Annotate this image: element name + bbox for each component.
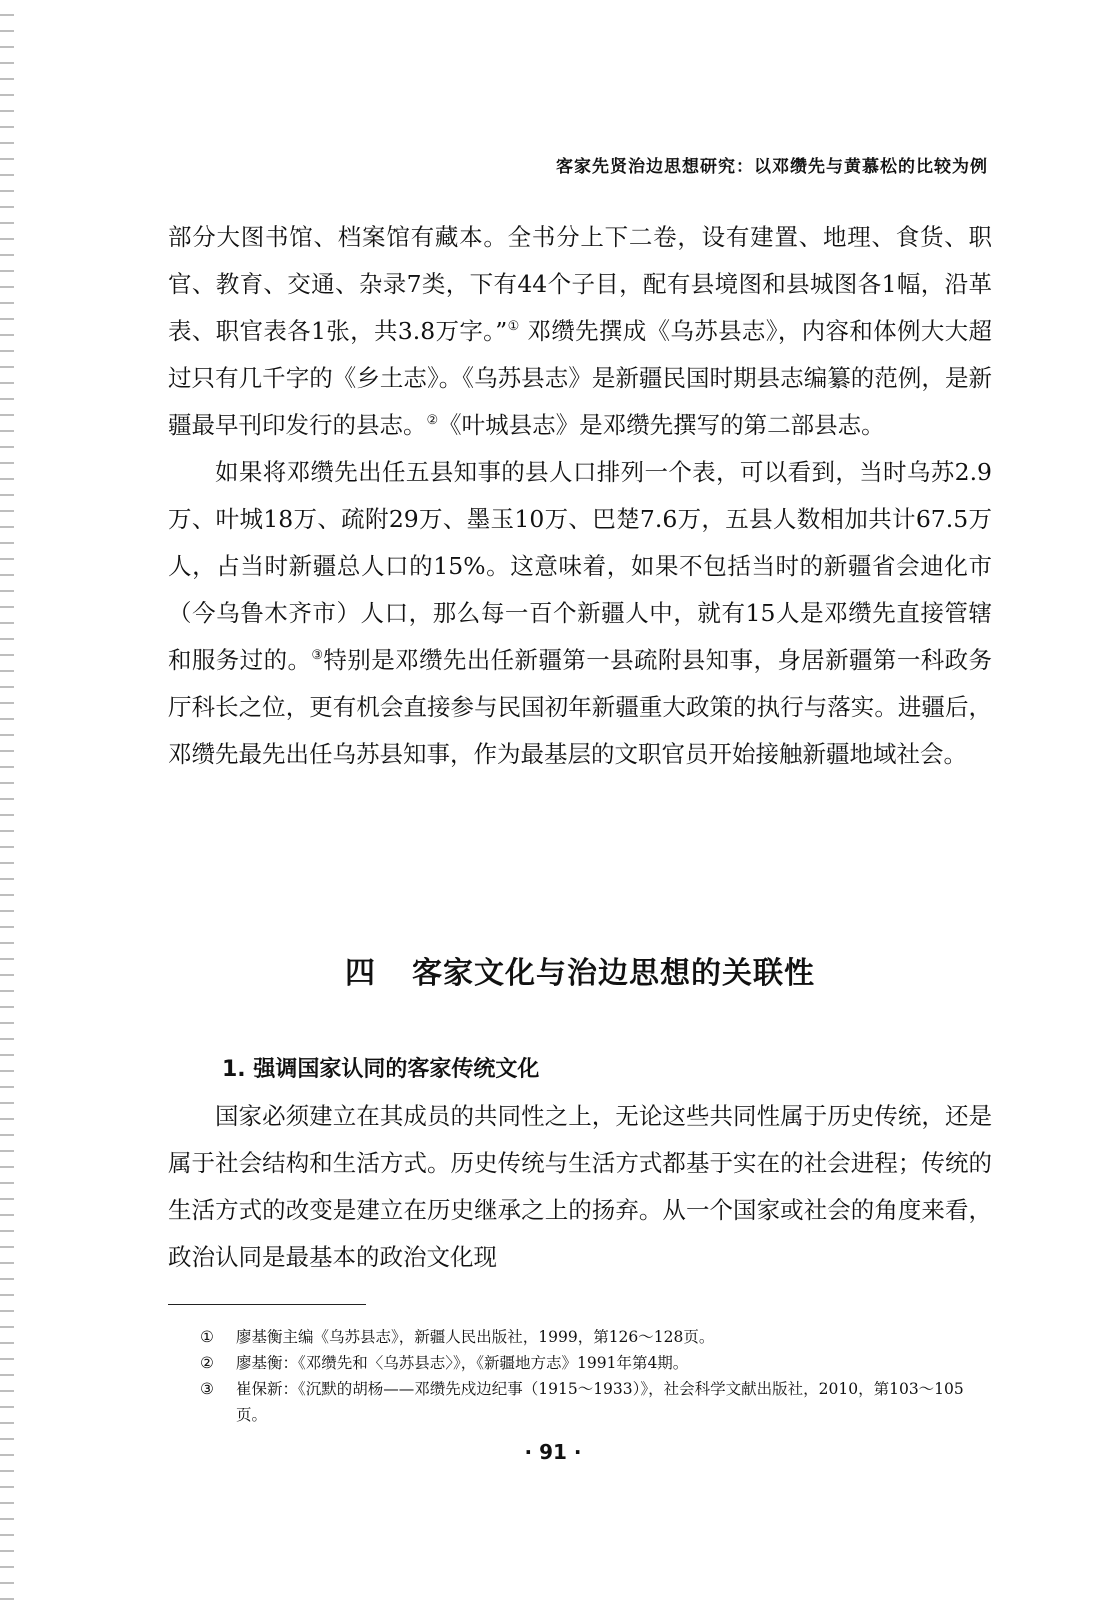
paragraph xyxy=(168,1093,992,1281)
footnote xyxy=(200,1324,992,1350)
scan-edge xyxy=(0,0,14,1600)
footnote-mark: ① xyxy=(200,1328,214,1346)
footnote-ref[interactable]: ③ xyxy=(311,648,324,663)
paragraph-text: 如果将邓缵先出任五县知事的县人口排列一个表，可以看到，当时乌苏2.9万、叶城18万、疏附29万、墨玉10万、巴楚7.6万，五县人数相加共计67.5万人，占当时新疆总人口的15%。这意味着，如果不包括当时的新疆省会迪化市（今乌鲁木齐市）人口，那么每一百个新疆人中，就有15人是邓缵先直接管辖和服务过的。 xyxy=(168,458,992,674)
paragraph-text: 邓缵先撰成《乌苏县志》，内容和体例大大超过只有几千字的《乡土志》。《乌苏县志》是新疆民国时期县志编纂的范例，是新疆最早刊印发行的县志。 xyxy=(168,317,992,439)
running-header: 客家先贤治边思想研究：以邓缵先与黄慕松的比较为例 xyxy=(556,157,988,177)
paragraph xyxy=(168,214,992,449)
footnote-mark: ③ xyxy=(200,1380,214,1398)
paragraph-text: 《叶城县志》是邓缵先撰写的第二部县志。 xyxy=(438,411,885,439)
footnote-ref[interactable]: ① xyxy=(507,319,520,334)
paragraph xyxy=(168,449,992,778)
footnote-mark: ② xyxy=(200,1354,214,1372)
sub-heading: 1. 强调国家认同的客家传统文化 xyxy=(222,1057,540,1082)
paragraph-text: 特别是邓缵先出任新疆第一县疏附县知事，身居新疆第一科政务厅科长之位，更有机会直接参与民国初年新疆重大政策的执行与落实。进疆后，邓缵先最先出任乌苏县知事，作为最基层的文职官员开始接触新疆地域社会。 xyxy=(168,646,993,768)
section-title xyxy=(168,948,992,992)
footnote-text: 廖基衡：《邓缵先和〈乌苏县志〉》，《新疆地方志》1991年第4期。 xyxy=(236,1354,689,1372)
footnote-text: 廖基衡主编《乌苏县志》，新疆人民出版社，1999，第126～128页。 xyxy=(236,1328,715,1346)
body-text-top xyxy=(168,214,992,778)
footnote-divider xyxy=(168,1304,366,1305)
body-text-bottom xyxy=(168,1093,992,1281)
section-number: 四 xyxy=(345,956,376,991)
footnote-text: 崔保新：《沉默的胡杨——邓缵先戍边纪事（1915～1933）》，社会科学文献出版社，2010，第103～105页。 xyxy=(236,1380,964,1424)
footnote-ref[interactable]: ② xyxy=(426,413,439,428)
paragraph-text: 部分大图书馆、档案馆有藏本。全书分上下二卷，设有建置、地理、食货、职官、教育、交通、杂录7类，下有44个子目，配有县境图和县城图各1幅，沿革表、职官表各1张，共3.8万字。” xyxy=(168,223,992,345)
footnote xyxy=(200,1350,992,1376)
page-number: · 91 · xyxy=(524,1440,582,1464)
paragraph-text: 国家必须建立在其成员的共同性之上，无论这些共同性属于历史传统，还是属于社会结构和生活方式。历史传统与生活方式都基于实在的社会进程；传统的生活方式的改变是建立在历史继承之上的扬弃。从一个国家或社会的角度来看，政治认同是最基本的政治文化现 xyxy=(168,1102,992,1271)
footnotes xyxy=(200,1324,992,1428)
footnote xyxy=(200,1376,992,1428)
section-heading: 客家文化与治边思想的关联性 xyxy=(412,956,815,991)
